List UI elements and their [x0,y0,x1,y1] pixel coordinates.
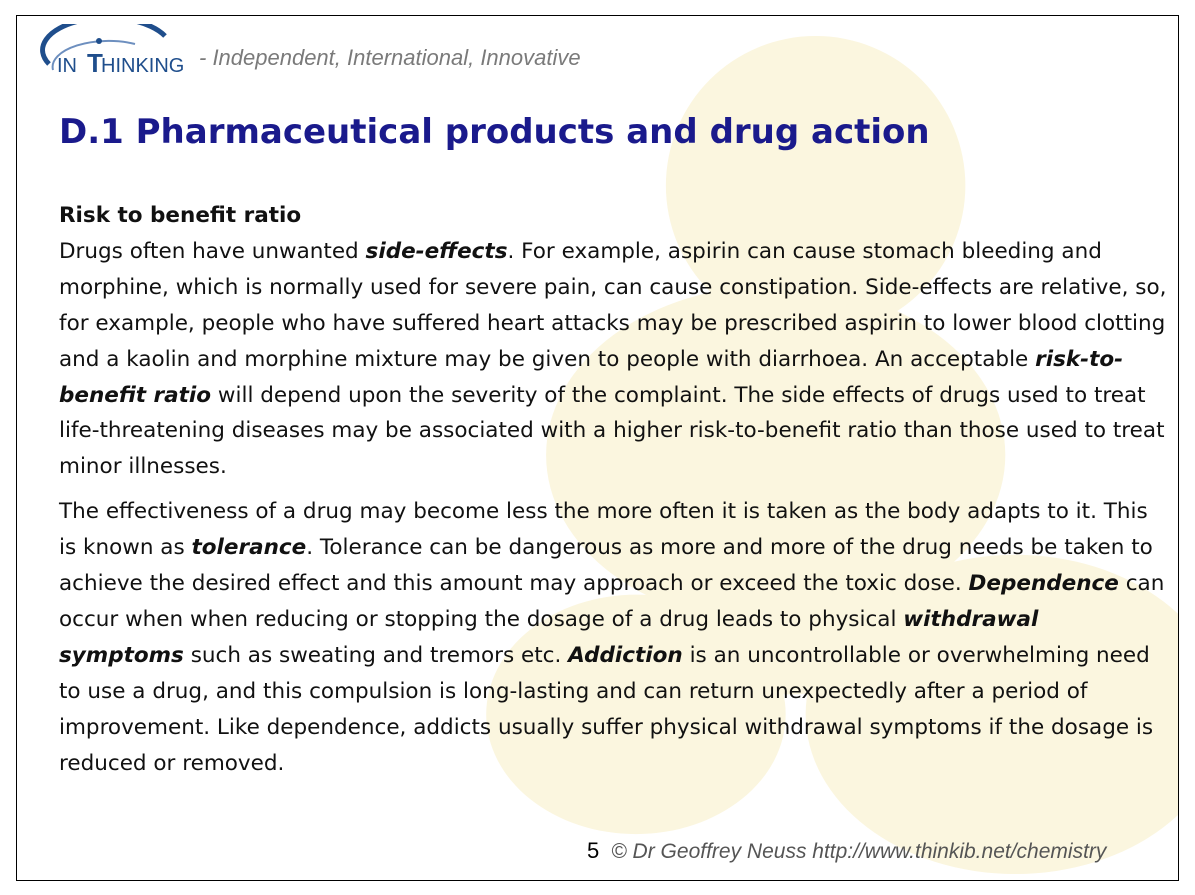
text-run: The effectiveness of a drug may become less the more often it is taken as the body adapts to it. This is known as [59,499,1148,561]
inthinking-logo [35,24,185,84]
copyright-text: © Dr Geoffrey Neuss http://www.thinkib.net/chemistry [611,840,1107,863]
keyword-dependence: Dependence [968,571,1119,597]
keyword-addiction: Addiction [568,642,683,668]
section-subheading: Risk to benefit ratio [59,203,302,228]
svg-text:IN: IN [57,55,77,77]
keyword-risk-to-benefit-ratio: risk-to-benefit ratio [59,346,1124,408]
svg-text:HINKING: HINKING [101,55,185,77]
body-content [59,198,1169,782]
text-run: such as sweating and tremors etc. [183,642,569,668]
page-title: D.1 Pharmaceutical products and drug action [59,112,930,152]
paragraph-risk-benefit [59,234,1169,485]
keyword-side-effects: side-effects [365,238,508,264]
slide [16,15,1179,881]
text-run: . For example, aspirin can cause stomach bleeding and morphine, which is normally used for severe pain, can cause constipation. Side-effects are relative, so, for example, people who have suffered heart attacks may be prescribed aspirin to lower blood clotting and a kaolin and morphine mixture may be given to people with diarrhoea. An acceptable [59,238,1167,372]
text-run: can occur when when reducing or stopping the dosage of a drug leads to physical [59,571,1165,632]
text-run: is an uncontrollable or overwhelming need to use a drug, and this compulsion is long-lasting and can return unexpectedly after a period of improvement. Like dependence, addicts usually suffer physical withdrawal symptoms if the dosage is reduced or removed. [59,642,1154,776]
text-run: will depend upon the severity of the complaint. The side effects of drugs used to treat life-threatening diseases may be associated with a higher risk-to-benefit ratio than those used to treat minor illnesses. [59,382,1165,480]
tagline: - Independent, International, Innovative [199,45,581,70]
svg-text:T: T [87,48,103,78]
paragraph-tolerance [59,494,1169,781]
page-number: 5 [587,838,600,863]
keyword-withdrawal-symptoms: withdrawal symptoms [59,606,1039,668]
footer [587,838,1106,864]
text-run: . Tolerance can be dangerous as more and more of the drug needs be taken to achieve the desired effect and this amount may approach or exceed the toxic dose. [59,535,1153,597]
text-run: Drugs often have unwanted [59,238,366,264]
keyword-tolerance: tolerance [191,535,307,561]
